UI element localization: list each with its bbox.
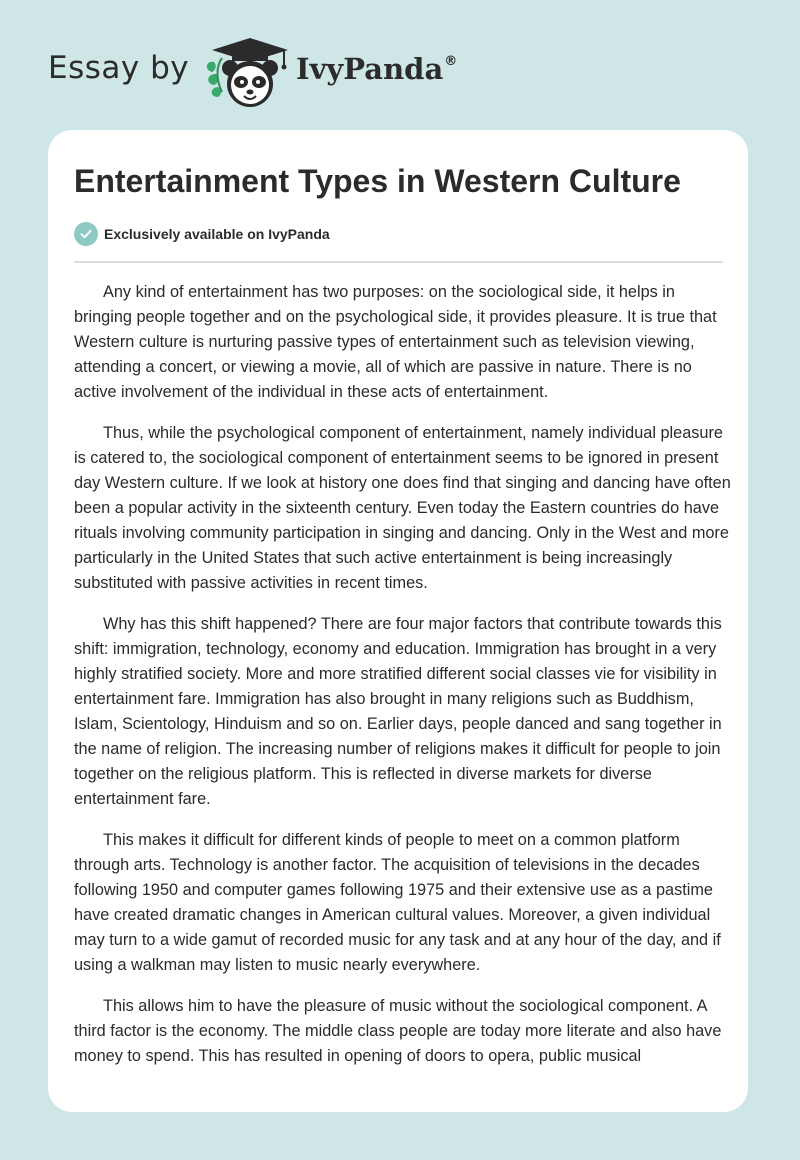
essay-card [48,130,748,1112]
essay-by-label: Essay by [48,50,190,86]
essay-paragraph: This allows him to have the pleasure of music without the sociological component. A third factor is the economy. The middle class people are today more literate and also have money to spend. This has resulted in opening of doors to opera, public musical [74,997,722,1065]
trademark-symbol: ® [444,54,458,69]
essay-paragraph: Why has this shift happened? There are four major factors that contribute towards this shift: immigration, technology, economy and education. Immigration has brought in a very highly stratified society. More and more stratified different social classes vie for visibility in entertainment fare. Immigration has also brought in many religions such as Buddhism, Islam, Scientology, Hinduism and so on. Earlier days, people danced and sang together in the name of religion. The increasing number of religions makes it difficult for people to join together on the religious platform. This is reflected in diverse markets for diverse entertainment fare. [74,615,722,808]
site-header [0,0,800,130]
essay-paragraph: Any kind of entertainment has two purposes: on the sociological side, it helps in bringing people together and on the psychological side, it provides pleasure. It is true that Western culture is nurturing passive types of entertainment such as television viewing, attending a concert, or viewing a movie, all of which are passive in nature. There is no active involvement of the individual in these acts of entertainment. [74,283,717,401]
title-divider [74,261,723,263]
exclusive-label: Exclusively available on IvyPanda [104,226,330,242]
essay-title: Entertainment Types in Western Culture [74,163,681,199]
leaf-icon [207,58,222,97]
brand-name[interactable]: IvyPanda® [296,52,458,86]
ivypanda-logo-icon[interactable] [200,36,294,110]
check-circle-icon [74,222,98,246]
essay-paragraph: This makes it difficult for different kinds of people to meet on a common platform through arts. Technology is another factor. The acquisition of televisions in the decades following 1950 and computer games following 1975 and their extensive use as a pastime have created dramatic changes in American cultural values. Moreover, a given individual may turn to a wide gamut of recorded music for any task and at any hour of the day, and if using a walkman may listen to music nearly everywhere. [74,831,721,974]
essay-paragraph: Thus, while the psychological component of entertainment, namely individual pleasure is catered to, the sociological component of entertainment seems to be ignored in present day Western culture. If we look at history one does find that singing and dancing have often been a popular activity in the sixteenth century. Even today the Eastern countries do have rituals involving community participation in singing and dancing. Only in the West and more particularly in the United States that such active entertainment is being increasingly substituted with passive activities in recent times. [74,424,731,592]
essay-body [74,280,734,1085]
exclusive-badge [74,222,330,246]
